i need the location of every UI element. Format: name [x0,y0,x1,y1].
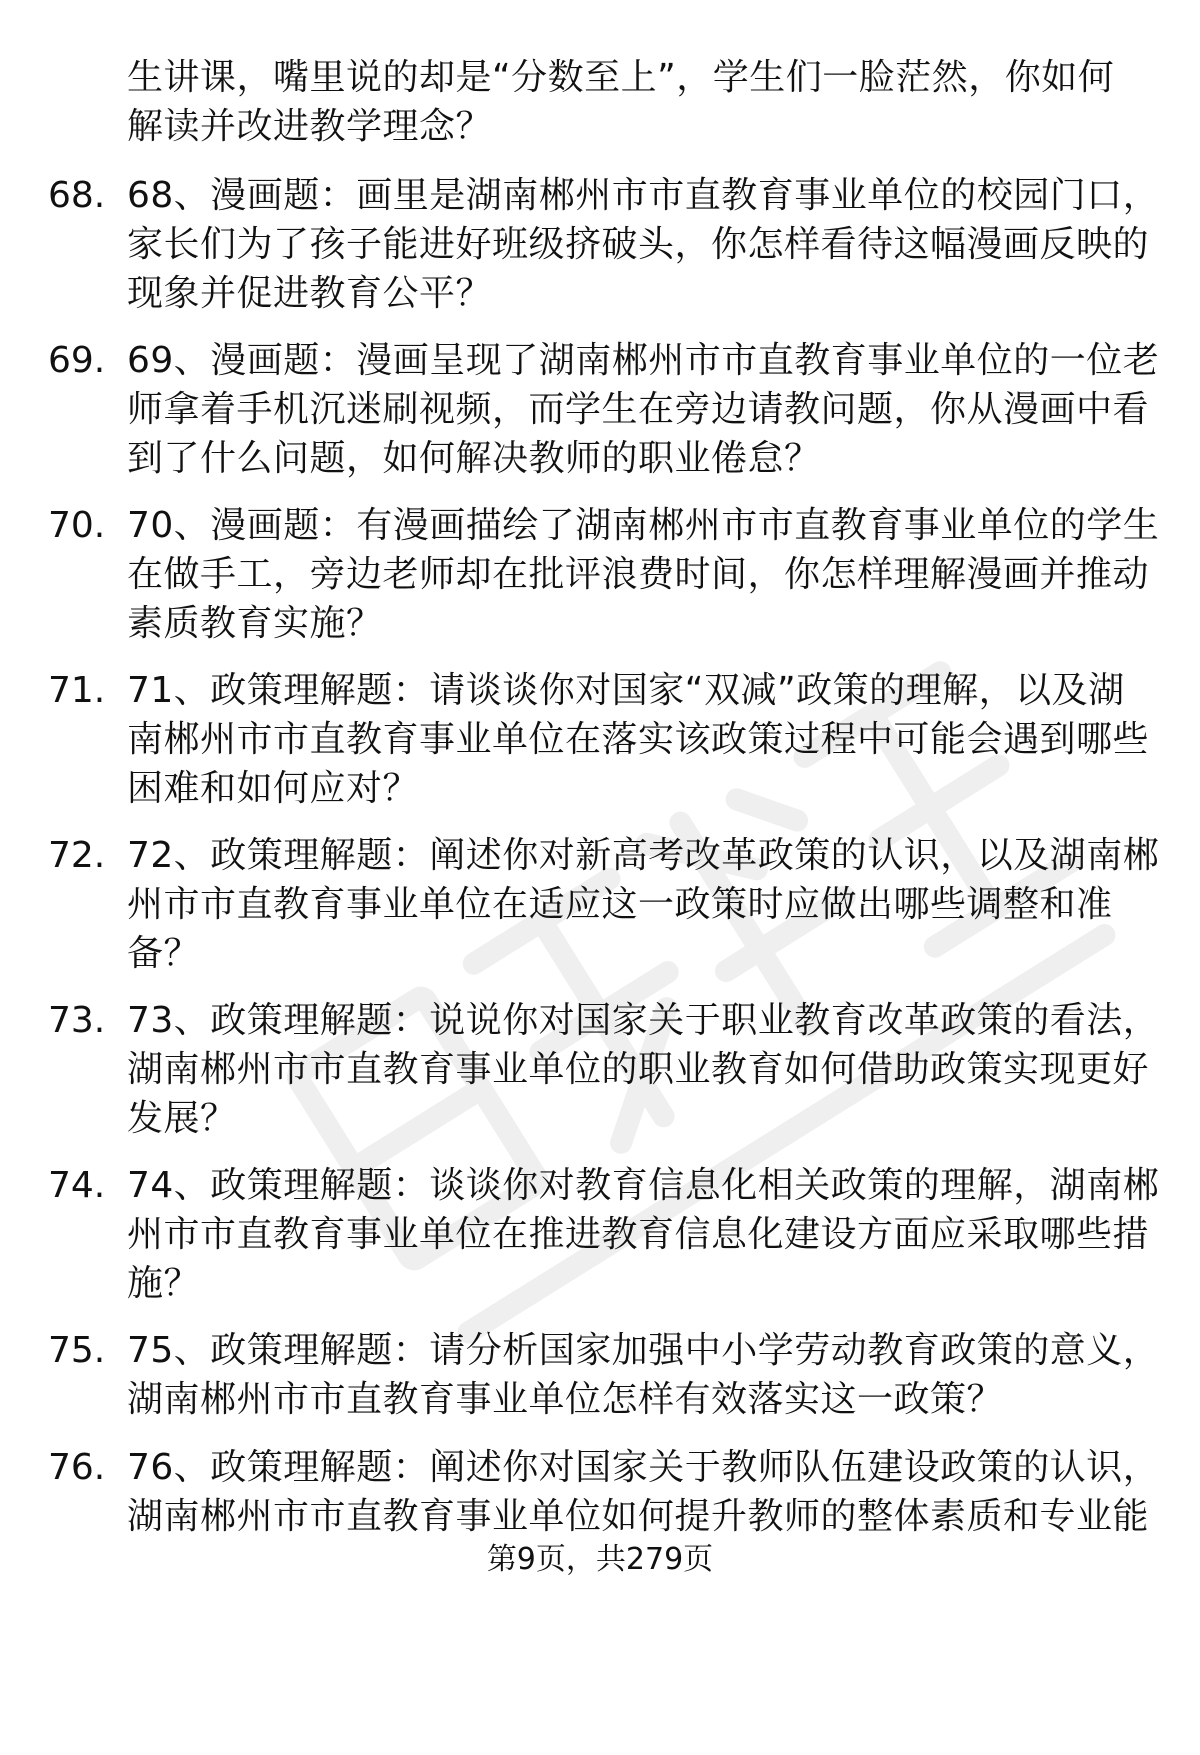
question-line: 州市市直教育事业单位在适应这一政策时应做出哪些调整和准 [127,884,1113,925]
question-line: 现象并促进教育公平？ [127,273,493,314]
question-line: 备？ [127,933,201,974]
question-line: 湖南郴州市市直教育事业单位的职业教育如何借助政策实现更好 [127,1049,1150,1090]
question-number: 68. [48,175,106,216]
continuation-line: 生讲课，嘴里说的却是“分数至上”，学生们一脸茫然，你如何 [127,57,1115,98]
question-line: 困难和如何应对？ [127,768,420,809]
question-line: 72、政策理解题：阐述你对新高考改革政策的认识，以及湖南郴 [127,835,1160,876]
question-number: 73. [48,1000,106,1041]
question-number: 76. [48,1447,106,1488]
question-line: 州市市直教育事业单位在推进教育信息化建设方面应采取哪些措 [127,1214,1150,1255]
question-line: 师拿着手机沉迷刷视频，而学生在旁边请教问题，你从漫画中看 [127,389,1150,430]
question-line: 70、漫画题：有漫画描绘了湖南郴州市市直教育事业单位的学生 [127,505,1160,546]
question-line: 湖南郴州市市直教育事业单位如何提升教师的整体素质和专业能 [127,1496,1150,1537]
question-number: 70. [48,505,106,546]
question-number: 69. [48,340,106,381]
question-line: 76、政策理解题：阐述你对国家关于教师队伍建设政策的认识， [127,1447,1160,1488]
question-line: 施？ [127,1263,201,1304]
question-number: 75. [48,1330,106,1371]
question-line: 发展？ [127,1098,237,1139]
question-line: 到了什么问题，如何解决教师的职业倦怠？ [127,438,821,479]
question-line: 69、漫画题：漫画呈现了湖南郴州市市直教育事业单位的一位老 [127,340,1160,381]
question-line: 在做手工，旁边老师却在批评浪费时间，你怎样理解漫画并推动 [127,554,1150,595]
question-line: 湖南郴州市市直教育事业单位怎样有效落实这一政策？ [127,1379,1004,1420]
question-line: 68、漫画题：画里是湖南郴州市市直教育事业单位的校园门口， [127,175,1160,216]
question-number: 71. [48,670,106,711]
question-line: 73、政策理解题：说说你对国家关于职业教育改革政策的看法， [127,1000,1160,1041]
question-line: 71、政策理解题：请谈谈你对国家“双减”政策的理解，以及湖 [127,670,1125,711]
question-number: 72. [48,835,106,876]
question-line: 南郴州市市直教育事业单位在落实该政策过程中可能会遇到哪些 [127,719,1150,760]
question-line: 家长们为了孩子能进好班级挤破头，你怎样看待这幅漫画反映的 [127,224,1150,265]
question-line: 74、政策理解题：谈谈你对教育信息化相关政策的理解，湖南郴 [127,1165,1160,1206]
question-line: 素质教育实施？ [127,603,383,644]
question-line: 75、政策理解题：请分析国家加强中小学劳动教育政策的意义， [127,1330,1160,1371]
question-number: 74. [48,1165,106,1206]
continuation-line: 解读并改进教学理念？ [127,106,493,147]
page-footer: 第9页，共279页 [486,1542,714,1577]
